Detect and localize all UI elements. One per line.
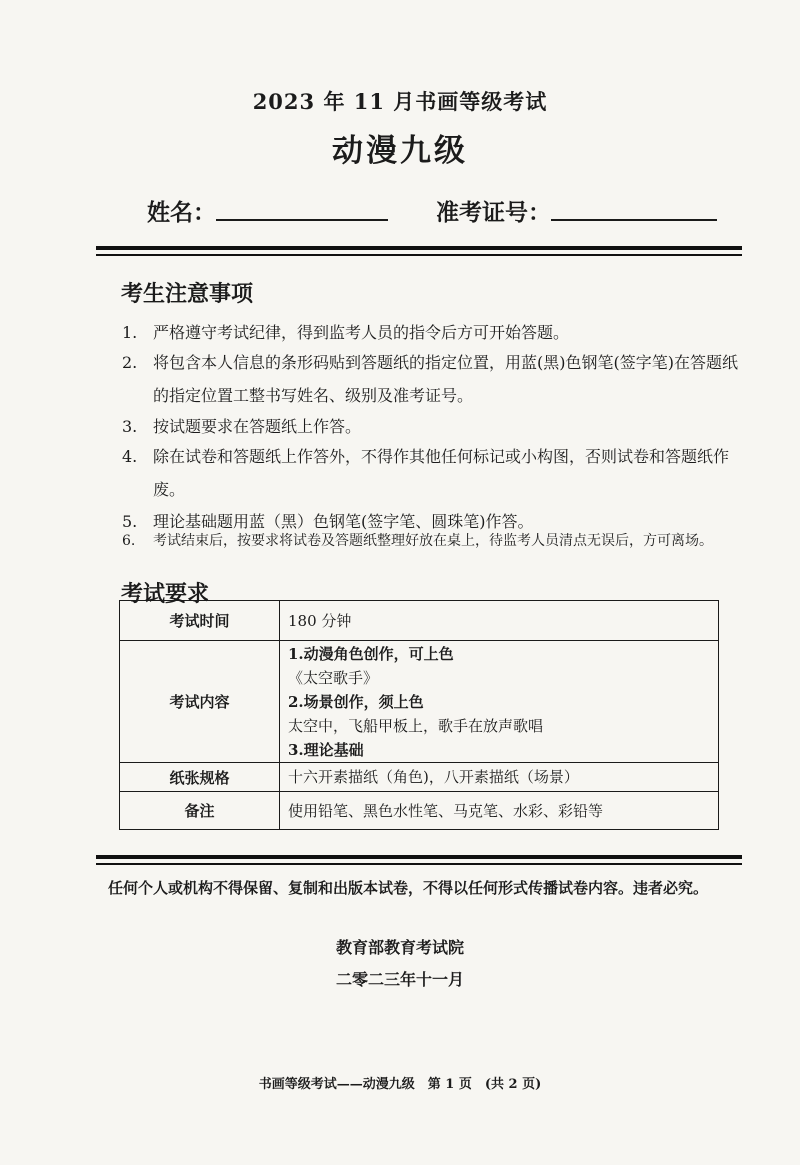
notice-item — [122, 530, 742, 553]
notice-number: 1. — [122, 323, 138, 342]
value-line: 使用铅笔、黑色水性笔、马克笔、水彩、彩铅等 — [288, 801, 604, 820]
name-label: 姓名： — [147, 199, 216, 226]
requirements-table — [119, 600, 719, 830]
table-row — [120, 601, 719, 641]
notice-number: 3. — [122, 417, 138, 436]
row-value — [280, 601, 719, 641]
footer-divider-thick — [96, 855, 742, 859]
notice-text: 考试结束后，按要求将试卷及答题纸整理好放在桌上，待监考人员清点无误后，方可离场。 — [153, 533, 713, 549]
value-line: 《太空歌手》 — [288, 668, 379, 687]
notice-item — [122, 346, 742, 412]
notice-item — [122, 440, 742, 506]
notice-number: 2. — [122, 353, 138, 372]
value-line: 十六开素描纸（角色)，八开素描纸（场景） — [288, 768, 579, 786]
value-line: 2.场景创作，须上色 — [288, 692, 424, 711]
id-label: 准考证号： — [436, 199, 551, 226]
notice-number: 6. — [122, 533, 136, 549]
row-key: 备注 — [120, 792, 280, 830]
notice-item — [122, 316, 742, 349]
copyright-notice: 任何个人或机构不得保留、复制和出版本试卷，不得以任何形式传播试卷内容。违者必究。 — [108, 879, 709, 897]
id-blank-line — [551, 219, 717, 221]
value-line: 180 分钟 — [288, 611, 352, 630]
header-divider-thin — [96, 254, 742, 256]
name-blank-line — [216, 219, 388, 221]
table-row — [120, 763, 719, 792]
notice-text: 按试题要求在答题纸上作答。 — [153, 417, 362, 436]
issuer-name: 教育部教育考试院 — [335, 938, 464, 957]
header-divider-thick — [96, 246, 742, 250]
value-line: 1.动漫角色创作，可上色 — [288, 644, 454, 663]
notice-text: 理论基础题用蓝（黑）色钢笔(签字笔、圆珠笔)作答。 — [153, 512, 534, 531]
exam-title: 2023 年 11 月书画等级考试 — [252, 89, 548, 114]
page-footer: 书画等级考试——动漫九级 第 1 页 (共 2 页) — [258, 1077, 542, 1092]
table-row — [120, 792, 719, 830]
row-value — [280, 763, 719, 792]
row-value — [280, 641, 719, 763]
requirements-heading: 考试要求 — [121, 581, 210, 607]
notices-heading: 考生注意事项 — [121, 281, 254, 307]
value-line: 3.理论基础 — [288, 740, 364, 759]
row-value — [280, 792, 719, 830]
notice-item — [122, 410, 742, 443]
table-row — [120, 641, 719, 763]
notice-text: 严格遵守考试纪律，得到监考人员的指令后方可开始答题。 — [153, 323, 570, 342]
row-key: 考试内容 — [120, 641, 280, 763]
notice-text: 除在试卷和答题纸上作答外，不得作其他任何标记或小构图，否则试卷和答题纸作废。 — [153, 447, 730, 499]
notice-number: 5. — [122, 512, 138, 531]
notice-text: 将包含本人信息的条形码贴到答题纸的指定位置，用蓝(黑)色钢笔(签字笔)在答题纸的指定位置工整书写姓名、级别及准考证号。 — [153, 353, 738, 405]
row-key: 纸张规格 — [120, 763, 280, 792]
issue-date: 二零二三年十一月 — [335, 970, 464, 989]
exam-level-title: 动漫九级 — [332, 133, 468, 169]
notice-number: 4. — [122, 447, 138, 466]
row-key: 考试时间 — [120, 601, 280, 641]
value-line: 太空中，飞船甲板上，歌手在放声歌唱 — [288, 716, 544, 735]
footer-divider-thin — [96, 863, 742, 865]
